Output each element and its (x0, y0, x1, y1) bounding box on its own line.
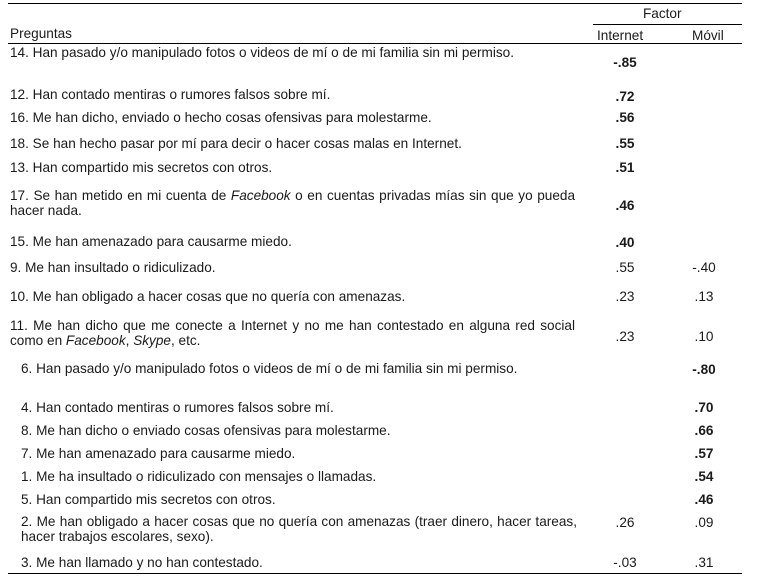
internet-loading: .26 (615, 515, 635, 530)
movil-loading: .13 (694, 289, 714, 304)
question-text-italic: Facebook (65, 332, 126, 348)
question-text: 18. Se han hecho pasar por mí para decir o hacer cosas malas en Internet. (10, 136, 462, 151)
internet-loading: .23 (615, 329, 635, 344)
question-text (10, 189, 575, 218)
factor-header: Factor (643, 6, 682, 21)
internet-loading: .51 (615, 160, 635, 175)
question-text-italic: Facebook (230, 188, 291, 203)
question-text: 3. Me han llamado y no han contestado. (21, 555, 263, 570)
question-text: 8. Me han dicho o enviado cosas ofensivas para molestarme. (21, 423, 391, 438)
question-text: 16. Me han dicho, enviado o hecho cosas ofensivas para molestarme. (10, 110, 432, 125)
internet-loading: .55 (615, 136, 635, 151)
question-text-italic: Skype (133, 332, 171, 348)
question-text: 2. Me han obligado a hacer cosas que no quería con amenazas (traer dinero, hacer tareas, hacer trabajos escolares, sexo). (21, 514, 577, 544)
question-text: 4. Han contado mentiras o rumores falsos sobre mí. (21, 400, 334, 415)
internet-loading: .72 (615, 89, 635, 104)
question-text (10, 319, 575, 348)
question-text: 7. Me han amenazado para causarme miedo. (21, 446, 296, 461)
movil-loading: .31 (694, 555, 714, 570)
question-text: 10. Me han obligado a hacer cosas que no quería con amenazas. (10, 289, 406, 304)
question-text-part: , (125, 332, 134, 348)
factor-underline (593, 24, 742, 25)
movil-loading: .09 (694, 515, 714, 530)
movil-loading: .10 (694, 329, 714, 344)
internet-loading: .56 (615, 110, 635, 125)
movil-header: Móvil (692, 28, 724, 43)
movil-loading: .54 (694, 469, 714, 484)
internet-loading: .55 (615, 260, 635, 275)
question-text: 6. Han pasado y/o manipulado fotos o videos de mí o de mi familia sin mi permiso. (21, 361, 518, 376)
question-text-part: 11. Me han dicho que me conecte a Internet y no me han contestado en alguna red social como en (10, 318, 575, 348)
internet-loading: .46 (615, 198, 635, 213)
question-text: 5. Han compartido mis secretos con otros. (21, 492, 276, 507)
header-rule (8, 43, 742, 44)
movil-loading: .66 (694, 423, 714, 438)
internet-header: Internet (597, 28, 644, 43)
question-text-part: o en cuentas privadas mías sin que yo pueda hacer nada. (10, 188, 576, 218)
top-rule (8, 3, 742, 4)
question-text-part: 17. Se han metido en mi cuenta de (10, 188, 231, 203)
questions-header: Preguntas (10, 26, 72, 41)
question-text: 13. Han compartido mis secretos con otros. (10, 160, 273, 175)
movil-loading: -.80 (692, 362, 716, 377)
internet-loading: -.03 (613, 555, 637, 570)
internet-loading: -.85 (613, 55, 637, 70)
bottom-rule (8, 573, 742, 574)
question-text: 1. Me ha insultado o ridiculizado con mensajes o llamadas. (21, 469, 377, 484)
internet-loading: .40 (615, 235, 635, 250)
question-text-part: , etc. (170, 332, 201, 348)
movil-loading: .70 (694, 400, 714, 415)
movil-loading: .57 (694, 446, 714, 461)
question-text: 9. Me han insultado o ridiculizado. (10, 260, 216, 275)
question-text: 15. Me han amenazado para causarme miedo. (10, 234, 292, 249)
movil-loading: .46 (694, 492, 714, 507)
internet-loading: .23 (615, 289, 635, 304)
question-text: 12. Han contado mentiras o rumores falsos sobre mí. (10, 87, 331, 102)
movil-loading: -.40 (692, 260, 716, 275)
question-text: 14. Han pasado y/o manipulado fotos o videos de mí o de mi familia sin mi permiso. (10, 45, 514, 60)
